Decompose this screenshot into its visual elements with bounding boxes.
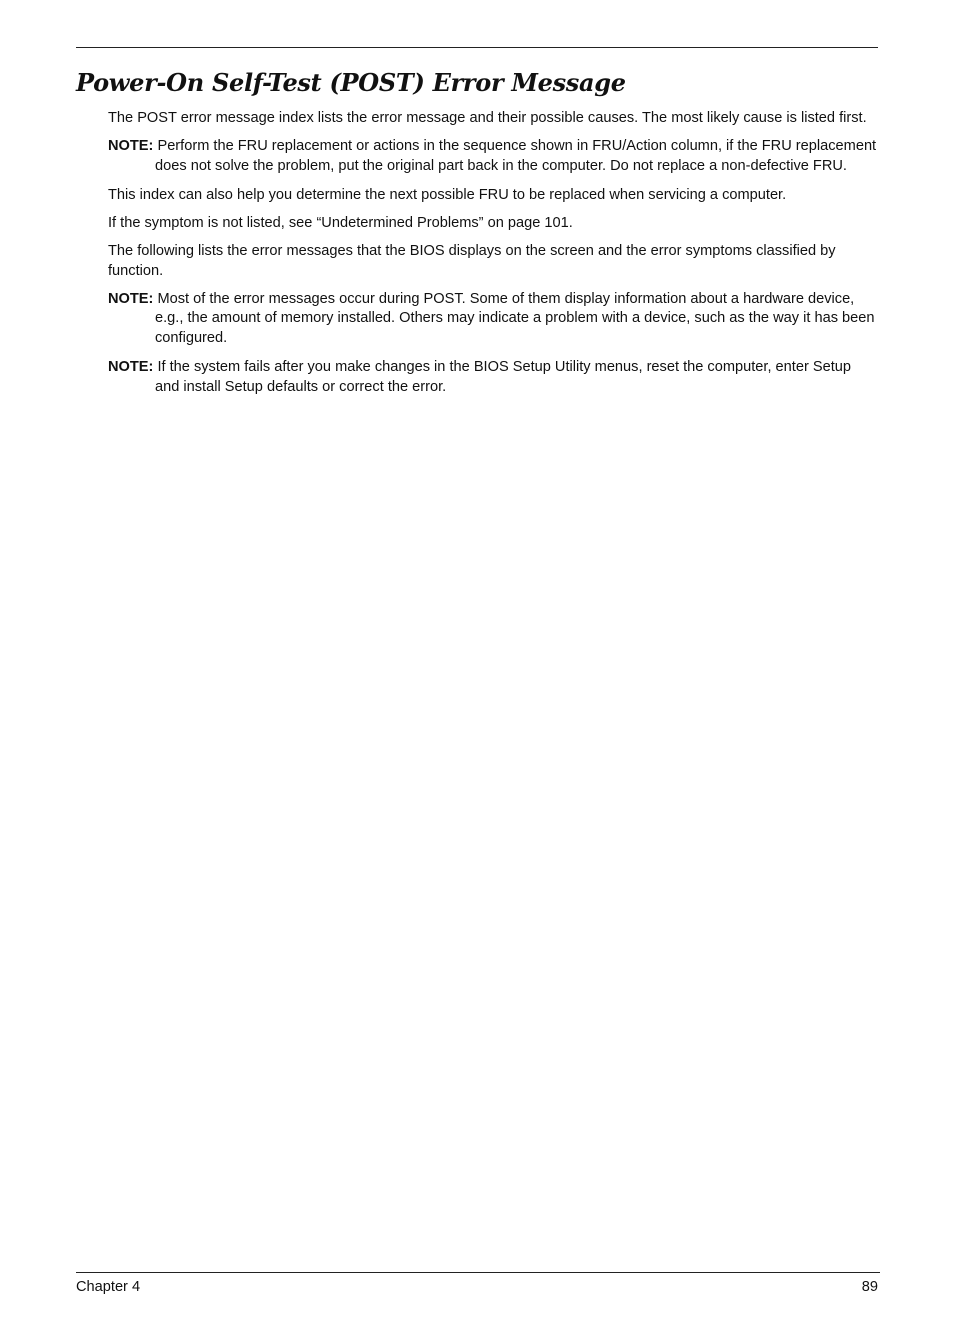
note-post-messages (108, 290, 878, 349)
note-text: If the system fails after you make changes in the BIOS Setup Utility menus, reset the computer, enter Setup and install Setup defaults or correct the error. (153, 359, 852, 395)
header-rule (76, 47, 878, 48)
note-label: NOTE: (108, 359, 154, 375)
note-fru-sequence (108, 137, 878, 176)
note-label: NOTE: (108, 138, 154, 154)
footer-chapter: Chapter 4 (76, 1279, 141, 1295)
footer-page-number: 89 (861, 1279, 878, 1295)
footer-rule (76, 1272, 880, 1273)
content-body (108, 109, 878, 407)
page-title: Power-On Self-Test (POST) Error Message (76, 68, 626, 97)
note-label: NOTE: (108, 290, 154, 307)
undetermined-problems-paragraph: If the symptom is not listed, see “Undetermined Problems” on page 101. (108, 215, 573, 231)
note-setup-defaults (108, 358, 878, 397)
intro-paragraph: The POST error message index lists the error message and their possible causes. The most likely cause is listed first. (108, 110, 867, 126)
note-text: Most of the error messages occur during POST. Some of them display information about a hardware device, e.g., the amount of memory installed. Others may indicate a problem with a device, such as the way it has been configured. (153, 290, 875, 346)
next-fru-paragraph: This index can also help you determine the next possible FRU to be replaced when servicing a computer. (108, 187, 787, 203)
note-text: Perform the FRU replacement or actions in the sequence shown in FRU/Action column, if the FRU replacement does not solve the problem, put the original part back in the computer. Do not replace a non-defective FRU. (153, 138, 877, 174)
bios-messages-paragraph: The following lists the error messages that the BIOS displays on the screen and the error symptoms classified by function. (108, 243, 836, 279)
